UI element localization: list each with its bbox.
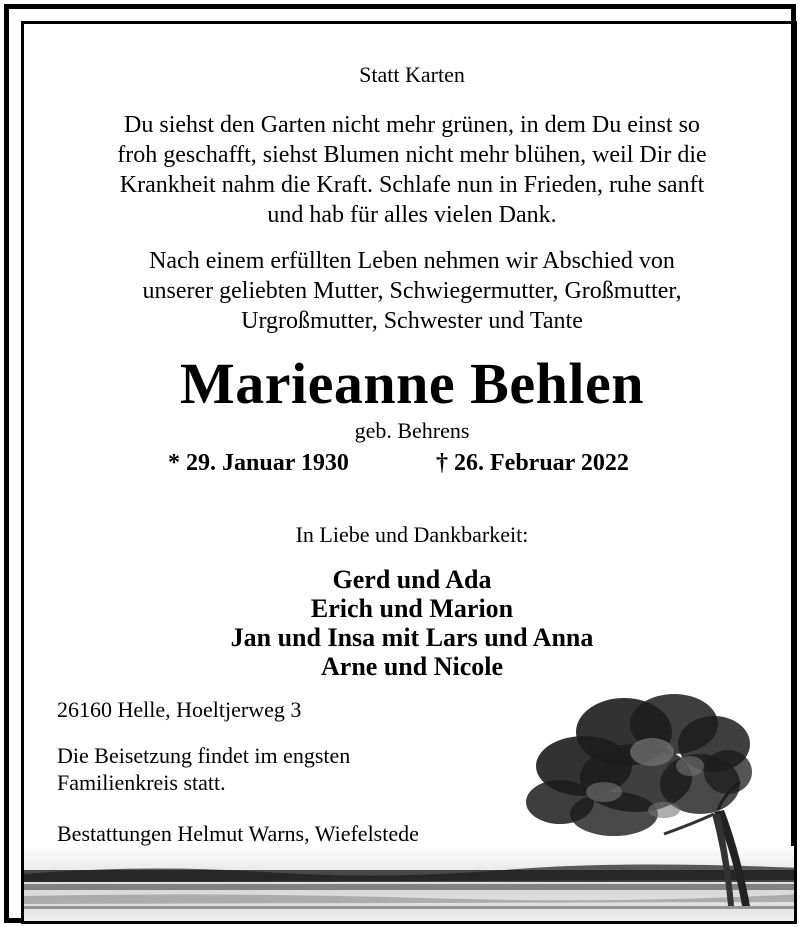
poem-line: Krankheit nahm die Kraft. Schlafe nun in Frieden, ruhe sanft	[119, 172, 705, 198]
maiden-name: geb. Behrens	[354, 418, 470, 443]
burial-line: Familienkreis statt.	[57, 770, 226, 795]
poem-line: und hab für alles vielen Dank.	[267, 202, 557, 228]
notice-line: unserer geliebten Mutter, Schwiegermutter, Großmutter,	[142, 278, 682, 304]
burial-notice	[57, 742, 350, 796]
family-member: Erich und Marion	[310, 594, 514, 623]
notice-line: Urgroßmutter, Schwester und Tante	[241, 308, 583, 334]
poem-line: froh geschafft, siehst Blumen nicht mehr blühen, weil Dir die	[117, 142, 707, 168]
family-list	[24, 565, 797, 681]
thanks-line: In Liebe und Dankbarkeit:	[295, 522, 529, 547]
burial-line: Die Beisetzung findet im engsten	[57, 743, 351, 768]
notice-line: Nach einem erfüllten Leben nehmen wir Abschied von	[149, 248, 675, 274]
intro-line: Statt Karten	[359, 62, 465, 87]
outer-frame	[4, 4, 796, 923]
family-member: Jan und Insa mit Lars und Anna	[230, 623, 594, 652]
address: 26160 Helle, Hoeltjerweg 3	[57, 697, 302, 722]
deceased-name: Marieanne Behlen	[180, 351, 644, 416]
birth-date: * 29. Januar 1930	[168, 450, 349, 476]
poem-line: Du siehst den Garten nicht mehr grünen, in dem Du einst so	[124, 112, 700, 138]
farewell-notice	[24, 246, 797, 336]
family-member: Gerd und Ada	[332, 565, 492, 594]
death-date: † 26. Februar 2022	[436, 450, 629, 476]
obituary-card	[21, 21, 797, 924]
family-member: Arne und Nicole	[321, 652, 503, 681]
poem	[24, 110, 797, 230]
undertaker: Bestattungen Helmut Warns, Wiefelstede	[57, 821, 419, 846]
